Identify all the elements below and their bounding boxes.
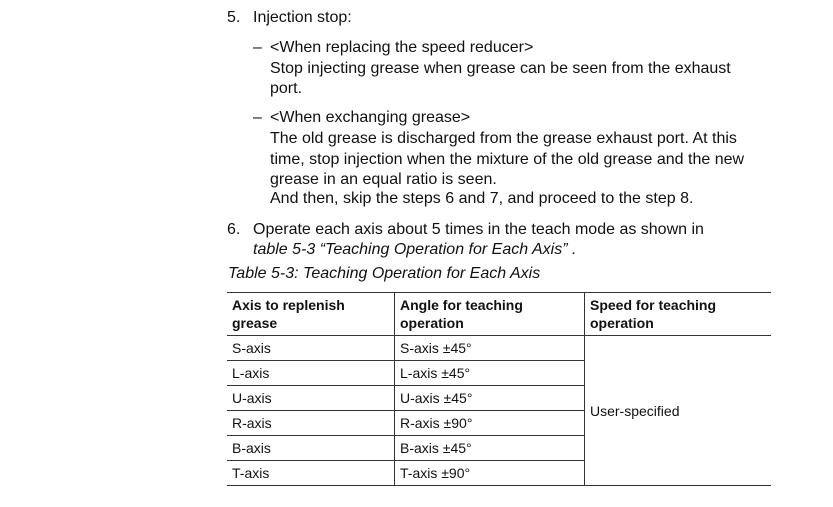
sub-item-1-line-1: Stop injecting grease when grease can be seen from the exhaust: [270, 60, 731, 77]
cell-angle: T-axis ±90°: [395, 461, 585, 486]
cell-angle: S-axis ±45°: [395, 336, 585, 361]
header-axis: [227, 293, 395, 336]
sub-item-1-dash: –: [253, 39, 262, 56]
sub-item-2-condition: <When exchanging grease>: [270, 109, 471, 126]
cell-angle: R-axis ±90°: [395, 411, 585, 436]
cell-angle: U-axis ±45°: [395, 386, 585, 411]
cell-axis: L-axis: [227, 361, 395, 386]
step-5-number: 5.: [227, 9, 241, 26]
table-row: [227, 336, 771, 361]
sub-item-1-condition: <When replacing the speed reducer>: [270, 39, 534, 56]
sub-item-1-line-2: port.: [270, 80, 303, 97]
sub-item-2-line-2: time, stop injection when the mixture of the old grease and the new: [270, 151, 745, 168]
header-angle-line-1: Angle for teaching: [400, 297, 523, 313]
step-6-line-1: Operate each axis about 5 times in the teach mode as shown in: [253, 221, 704, 238]
sub-item-2-dash: –: [253, 109, 262, 126]
cell-axis: S-axis: [227, 336, 395, 361]
header-angle: [395, 293, 585, 336]
sub-item-2-line-1: The old grease is discharged from the grease exhaust port. At this: [270, 130, 737, 147]
cell-axis: U-axis: [227, 386, 395, 411]
header-angle-line-2: operation: [400, 315, 464, 331]
header-speed-line-2: operation: [590, 315, 654, 331]
step-6-table-reference[interactable]: table 5-3 “Teaching Operation for Each Axis” .: [253, 241, 577, 258]
sub-item-2-line-4: And then, skip the steps 6 and 7, and proceed to the step 8.: [270, 190, 694, 207]
cell-angle: B-axis ±45°: [395, 436, 585, 461]
header-axis-line-2: grease: [232, 315, 278, 331]
sub-item-2-line-3: grease in an equal ratio is seen.: [270, 171, 497, 188]
step-6-number: 6.: [227, 221, 241, 238]
step-5-title: Injection stop:: [253, 9, 352, 26]
header-speed: [585, 293, 772, 336]
cell-speed: User-specified: [585, 336, 772, 486]
header-speed-line-1: Speed for teaching: [590, 297, 717, 313]
teaching-operation-table: [227, 292, 771, 486]
cell-angle: L-axis ±45°: [395, 361, 585, 386]
header-axis-line-1: Axis to replenish: [232, 297, 345, 313]
cell-axis: B-axis: [227, 436, 395, 461]
table-caption: Table 5-3: Teaching Operation for Each Axis: [228, 265, 541, 282]
table-header-row: [227, 293, 771, 336]
cell-axis: T-axis: [227, 461, 395, 486]
cell-axis: R-axis: [227, 411, 395, 436]
